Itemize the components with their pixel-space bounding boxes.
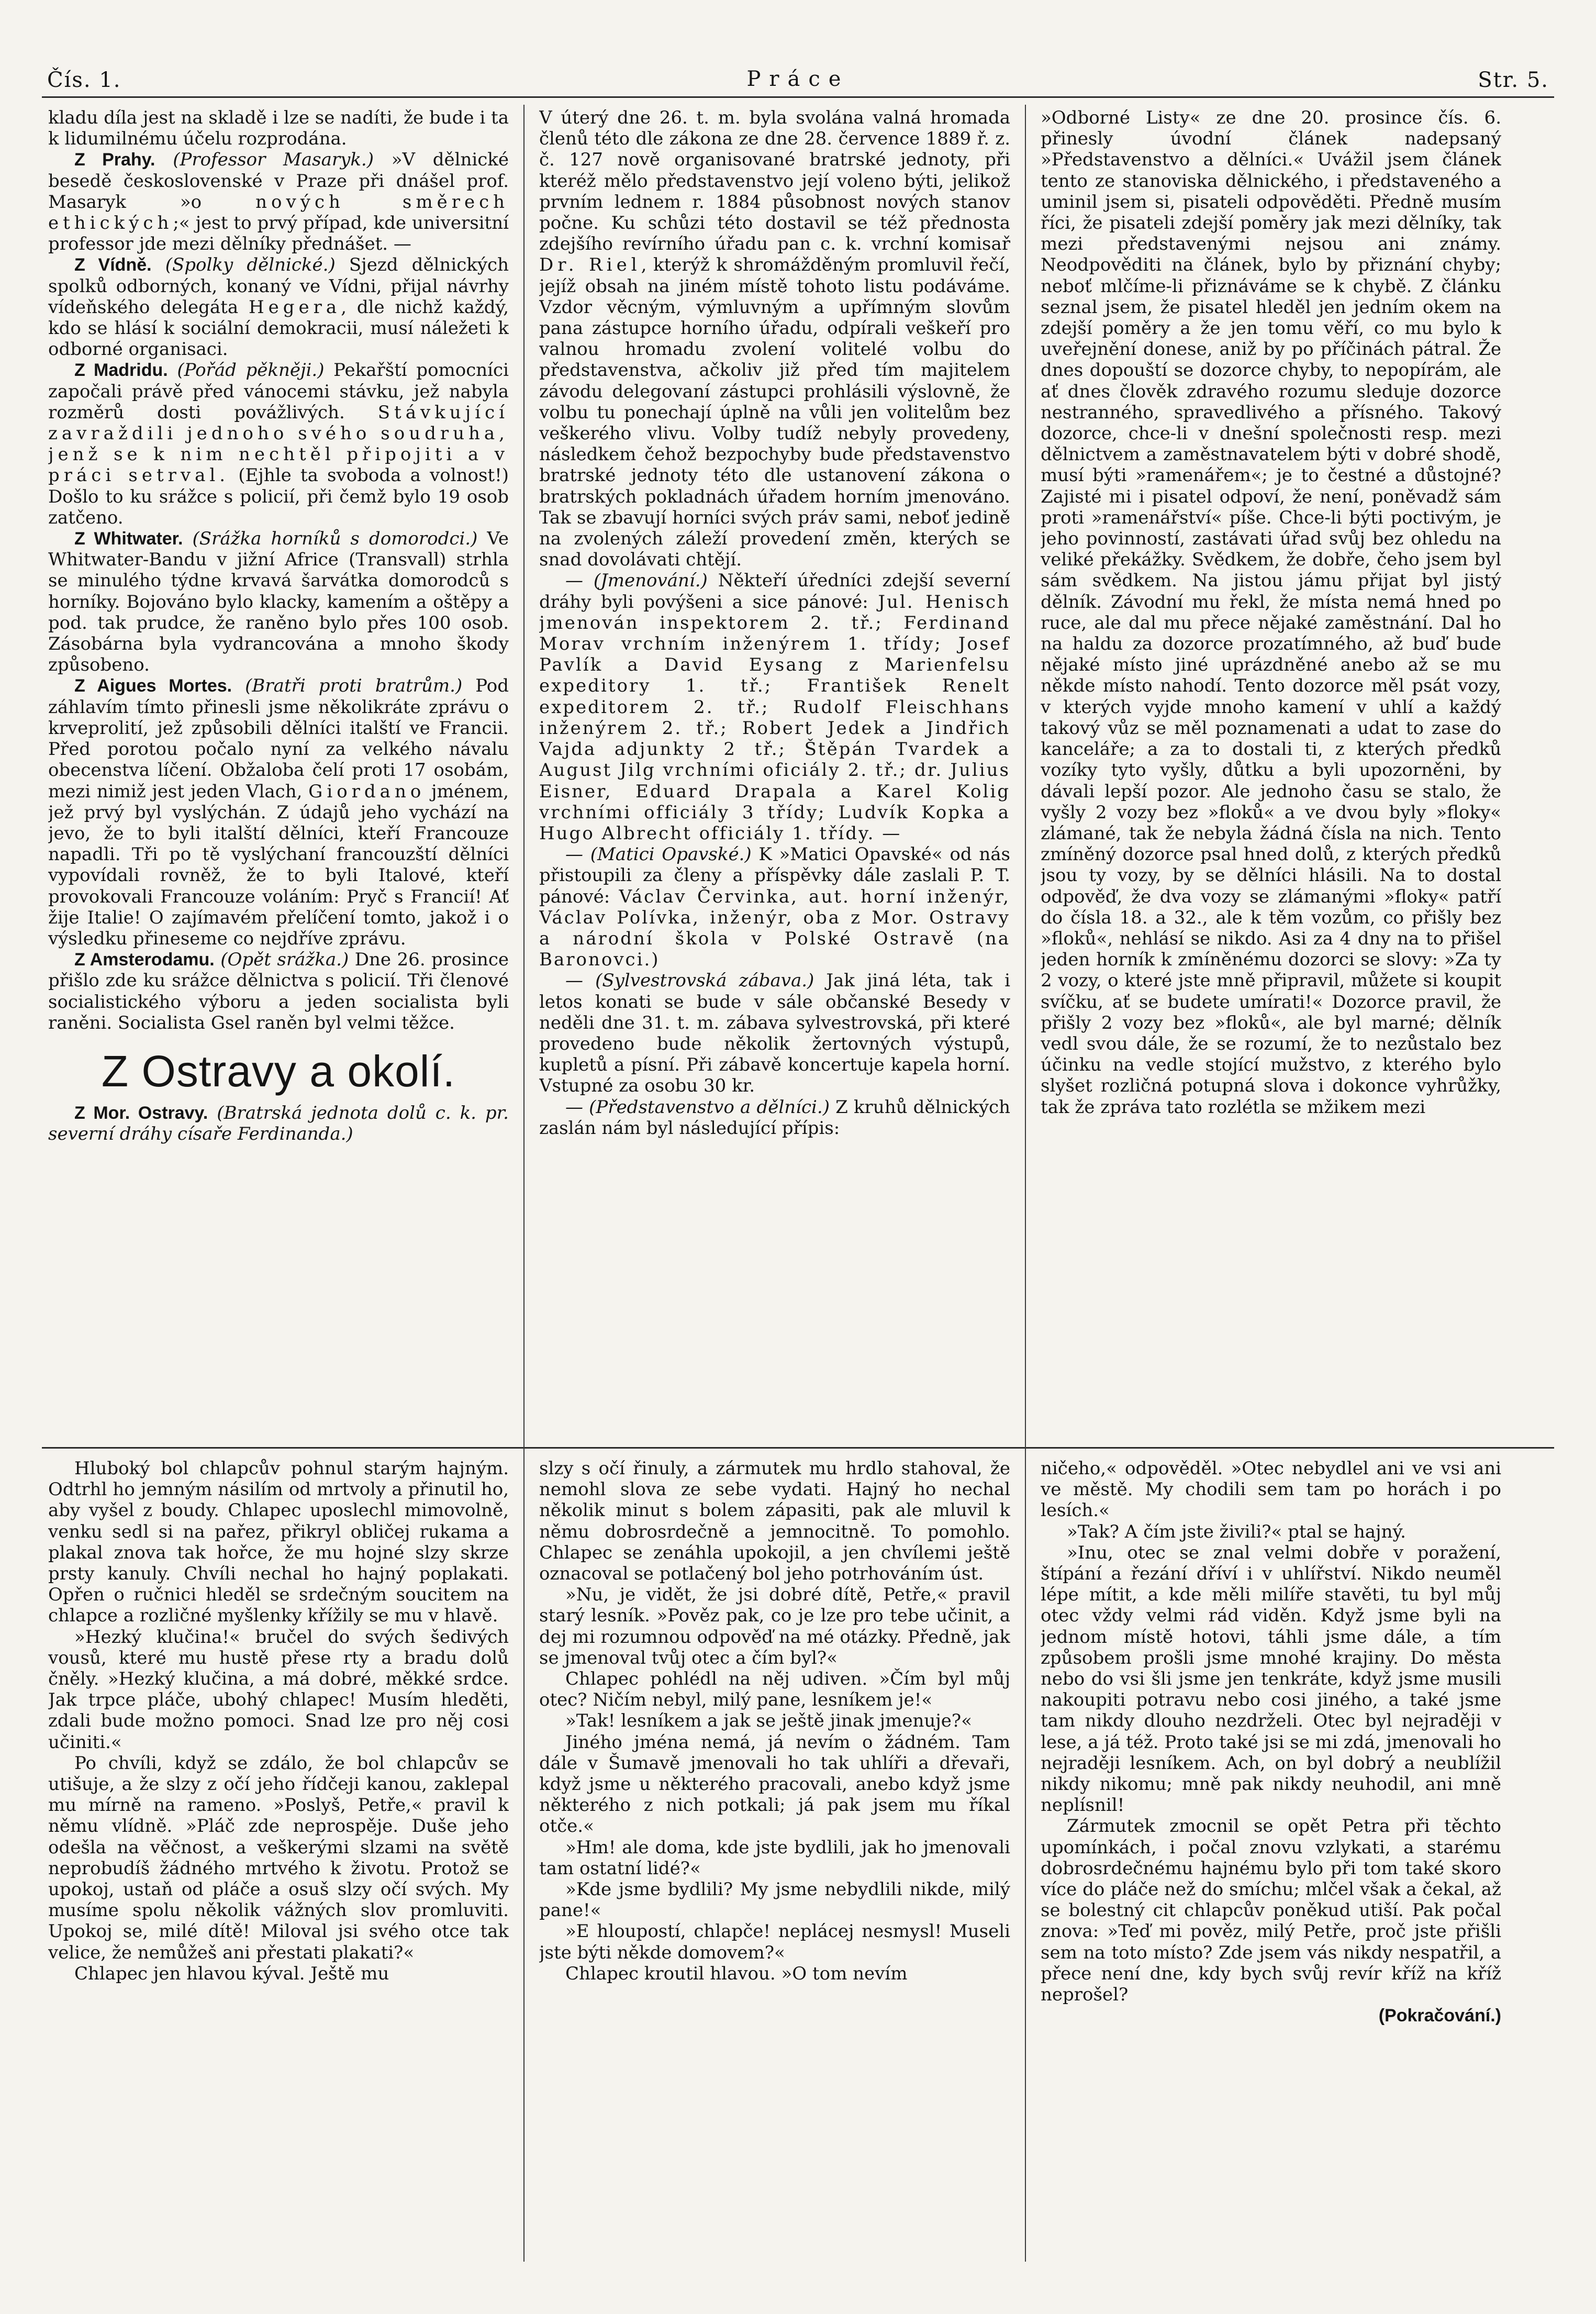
news-column-1	[48, 107, 509, 1440]
paragraph: V úterý dne 26. t. m. byla svolána valná hromada členů této dle zákona ze dne 28. července 1889 ř. z. č. 127 nově organisované bratrské jednoty, při kteréž mělo představenstvo její voleno býti, jelikož prvním lednem r. 1884 působnost nových stanov počne. Ku schůzi této dostavil se též přednosta zdejšího revírního úřadu pan c. k. vrchní komisař Dr. Riel, kterýž k shromážděným promluvil řečí, jejíž obsah na jiném místě tohoto listu podáváme. Vzdor věcným, výmluvným a upřímným slovům pana zástupce horního úřadu, odpírali veškeří pro valnou hromadu zvolení volitelé volbu do představenstva, ačkoliv již před tím majitelem závodu delegovaní zástupci prohlásili výslovně, že volbu tu ponechají úplně na vůli jen volitelům bez veškerého vlivu. Volby tudíž nebyly provedeny, následkem čehož bezpochyby bude představenstvo bratrské jednoty této dle ustanovení zákona o bratrských pokladnách úřadem horním jmenováno. Tak se zbavují horníci svých práv sami, neboť jedině na zvolených záleží provedení změn, kterých se snad dovolávati chtějí.	[539, 107, 1010, 571]
news-item: — (Představenstvo a dělníci.) Z kruhů dělnických zaslán nám byl následující přípis:	[539, 1096, 1010, 1139]
issue-number: Čís. 1.	[47, 68, 121, 92]
news-item: Z Aigues Mortes. (Bratři proti bratrům.) Pod záhlavím tímto přinesli jsme několikráte zprávu o krveprolití, jež způsobili dělníci italští ve Francii. Před porotou počalo nyní za velkého návalu obecenstva líčení. Obžaloba čelí proti 17 osobám, mezi nimiž jest jeden Vlach, Giordano jménem, jež prvý byl vyslýchán. Z údajů jeho vychází na jevo, že to byli italští dělníci, kteří Francouze napadli. Tři po tě vyslýchaní francouzští dělníci vypovídali rovněž, že to byli Italové, kteří provokovali Francouze voláním: Pryč s Francií! Ať žije Italie! O zajímavém přelíčení tomto, jakož i o výsledku přineseme co nejdříve zprávu.	[48, 675, 509, 949]
news-item: Z Madridu. (Pořád pěkněji.) Pekařští pomocníci započali právě před vánocemi stávku, jež nabyla rozměrů dosti povážlivých. Stávkující zavraždili jednoho svého soudruha, jenž se k nim nechtěl připojiti a v práci setrval. (Ejhle ta svoboda a volnost!) Došlo to ku srážce s policií, při čemž bylo 19 osob zatčeno.	[48, 360, 509, 528]
news-item: — (Matici Opavské.) K »Matici Opavské« od nás přistoupili za členy a příspěvky dále zaslali P. T. pánové: Václav Červinka, aut. horní inženýr, Václav Polívka, inženýr, oba z Mor. Ostravy a národní škola v Polské Ostravě (na Baronovci.)	[539, 844, 1010, 971]
story-paragraph: »Hezký klučina!« bručel do svých šedivých vousů, které mu hustě přese rty a bradu dolů čněly. »Hezký klučina, a má dobré, měkké srdce. Jak trpce pláče, ubohý chlapec! Musím hleděti, zdali bude možno pomoci. Snad lze pro něj cosi učiniti.«	[48, 1626, 509, 1753]
story-paragraph: Po chvíli, když se zdálo, že bol chlapcův se utišuje, a že slzy z očí jeho řídčeji kanou, zaklepal mu mírně na rameno. »Poslyš, Petře,« pravil k němu vlídně. »Pláč zde neprospěje. Duše jeho odešla na věčnost, a veškerými slzami na světě neprobudíš žádného mrtvého k životu. Protož se upokoj, ustaň od pláče a osuš slzy očí svých. My musíme spolu několik vážných slov promluviti. Upokoj se, milé dítě! Miloval jsi svého otce tak velice, že nemůžeš ani přestati plakati?«	[48, 1752, 509, 1963]
story-paragraph: Zármutek zmocnil se opět Petra při těchto upomínkách, i počal znovu vzlykati, a starému dobrosrdečnému hajnému bylo při tom také skoro více do pláče než do smíchu; mlčel však a čekal, až se bolestný cit chlapcův poněkud utiší. Pak počal znova: »Teď mi pověz, milý Petře, proč jste přišli sem na toto místo? Zde jsem vás nikdy nespatřil, a přece není dne, kdy bych svůj revír kříž na kříž neprošel?	[1041, 1816, 1501, 2006]
paragraph: kladu díla jest na skladě i lze se nadíti, že bude i ta k lidumilnému účelu rozprodána.	[48, 107, 509, 150]
news-item: Z Prahy. (Professor Masaryk.) »V dělnické besedě československé v Praze při dnášel prof. Masaryk »o nových směrech ethických;« jest to prvý případ, kde universitní professor jde mezi dělníky přednášet. —	[48, 149, 509, 255]
news-item: — (Sylvestrovská zábava.) Jak jiná léta, tak i letos konati se bude v sále občanské Besedy v neděli dne 31. t. m. zábava sylvestrovská, při které provedeno bude několik žertovných výstupů, kupletů a písní. Při zábavě koncertuje kapela horní. Vstupné za osobu 30 kr.	[539, 970, 1010, 1097]
story-paragraph: Chlapec pohlédl na něj udiven. »Čím byl můj otec? Ničím nebyl, milý pane, lesníkem je!«	[539, 1668, 1010, 1711]
story-paragraph: Hluboký bol chlapcův pohnul starým hajným. Odtrhl ho jemným násilím od mrtvoly a přinutil ho, aby vyšel z boudy. Chlapec uposlechl mimovolně, venku sedl si na pařez, přikryl obličej rukama a plakal znova tak hořce, že mu hojné slzy skrze prsty kanuly. Chvíli nechal ho hajný poplakati. Opřen o ručnici hleděl se srdečným soucitem na chlapce a rozličné myšlenky křížily se mu v hlavě.	[48, 1458, 509, 1627]
news-item: Z Mor. Ostravy. (Bratrská jednota dolů c. k. pr. severní dráhy císaře Ferdinanda.)	[48, 1102, 509, 1145]
news-item: Z Vídně. (Spolky dělnické.) Sjezd dělnických spolků odborných, konaný ve Vídni, přijal návrhy vídeňského delegáta Hegera, dle nichž každý, kdo se hlásí k sociální demokracii, musí náležeti k odborné organisaci.	[48, 254, 509, 360]
paragraph: »Odborné Listy« ze dne 20. prosince čís. 6. přinesly úvodní článek nadepsaný »Představenstvo a dělníci.« Uvážil jsem článek tento ze stanoviska dělnického, i představeného a uminil jsem si, pisateli odpověděti. Předně musím říci, že pisateli zdejší poměry jak mezi dělníky, tak mezi představenými nejsou ani známy. Neodpověditi na článek, bylo by přiznání chyby; neboť mlčíme-li přiznáváme se k chybě. Z článku seznal jsem, že pisatel hleděl jen jedním okem na zdejší poměry a že jen tomu věří, co mu bylo k uveřejnění donese, aniž by po příčinách pátral. Že dnes dopouští se dozorce chyby, to nepopírám, ale ať dnes člověk zdravého rozumu sleduje dozorce nestranného, spravedlivého a přísného. Takový dozorce, chce-li v dnešní společnosti resp. mezi dělnictvem a zaměstnavatelem býti v dobré shodě, musí býti »ramenářem«; je to čestné a důstojné? Zajisté mi i pisatel odpoví, že není, poněvadž sám proti »ramenářství« píše. Chce-li býti poctivým, je jeho povinností, zastávati úřad svůj bez ohledu na veliké překážky. Svědkem, že dobře, čeho jsem byl sám svědkem. Na jistou jámu přijat byl jistý dělník. Závodní mu řekl, že místa nemá hned po ruce, ale dal mu přece nějaké zaměstnání. Dal ho na haldu za dozorce prozatímného, až buď bude nějaké místo jiné uprázdněné anebo až se mu někde místo nahodí. Tento dozorce měl psát vozy, v kterých vyjde mnoho kamení v uhlí a každý takový vůz se měl poznamenati a udat to zase do kanceláře; a za to dostali ti, z kterých předků vozíky tyto vyšly, důtku a byli upozorněni, by dávali lepší pozor. Ale jednoho času se stalo, že vyšly 2 vozy bez »floků« a ve dvou byly »floky« zlámané, tak že nebyla žádná čísla na nich. Tento zmíněný dozorce psal hned dolů, z kterých předků jsou ty vozy, by se dělníci hlásili. Na to dostal odpověď, že dva vozy se zlámanými »floky« patří do čísla 18. a 32., ale k těm vozům, co přišly bez »floků«, nehlásí se nikdo. Asi za 4 dny na to přišel jeden horník k zmíněnému dozorci se slovy: »Za ty 2 vozy, o které jste mně připravil, můžete si koupit svíčku, ať se budete umírati!« Dozorce pravil, že přišly 2 vozy bez »floků«, ale byl marné; dělník vedl svou dále, že se rozumí, že to nezůstalo bez účinku na vedle stojící mužstvo, z kterého bylo slyšet rozličná potupná slova i dokonce vyhrůžky, tak že zpráva tato rozlétla se mžikem mezi	[1041, 107, 1501, 1118]
story-paragraph: »Inu, otec se znal velmi dobře v poražení, štípání a řezání dříví i v uhlířství. Nikdo neuměl lépe mítit, a kde měli milíře stavěti, tu byl můj otec vždy velmi rád viděn. Když jsme byli na jednom místě hotovi, táhli jsme dále, a tím způsobem prošli jsme mnohé krajiny. Do města nebo do vsi šli jsme jen tenkráte, když jsme musili nakoupiti potravu nebo cosi jiného, a také jsme tam nikdy dlouho nezdrželi. Otec byl nejraději v lese, a já též. Proto také jsi se mi zdá, jmenovali ho nejraději lesníkem. Ach, on byl dobrý a neublížil nikdy nikomu; mně pak nikdy neuhodil, ani mně neplísnil!	[1041, 1542, 1501, 1816]
story-paragraph: »Kde jsme bydlili? My jsme nebydlili nikde, milý pane!«	[539, 1879, 1010, 1921]
story-paragraph: Chlapec kroutil hlavou. »O tom nevím	[565, 1963, 908, 1984]
story-paragraph: »Tak? A čím jste živili?« ptal se hajný.	[1067, 1521, 1406, 1542]
column-divider	[1025, 105, 1026, 2262]
story-column-3	[1041, 1458, 1501, 2280]
news-item: — (Jmenování.) Někteří úředníci zdejší severní dráhy byli povýšeni a sice pánové: Jul. Henisch jmenován inspektorem 2. tř.; Ferdinand Morav vrchním inženýrem 1. třídy; Josef Pavlík a David Eysang z Marienfelsu expeditory 1. tř.; František Renelt expeditorem 2. tř.; Rudolf Fleischhans inženýrem 2. tř.; Robert Jedek a Jindřich Vajda adjunkty 2 tř.; Štěpán Tvardek a August Jilg vrchními oficiály 2. tř.; dr. Julius Eisner, Eduard Drapala a Karel Kolig vrchními officiály 3 třídy; Ludvík Kopka a Hugo Albrecht officiály 1. třídy. —	[539, 570, 1010, 844]
page-number: Str. 5.	[1478, 68, 1549, 92]
story-paragraph: »Tak! lesníkem a jak se ještě jinak jmenuje?«	[565, 1710, 972, 1732]
header-rule	[42, 96, 1554, 98]
section-heading: Z Ostravy a okolí.	[101, 1046, 456, 1096]
news-column-2	[539, 107, 1010, 1440]
news-item: Z Amsterodamu. (Opět srážka.) Dne 26. prosince přišlo zde ku srážce dělnictva s policií. Tři členové socialistického výboru a jeden socialista byli raněni. Socialista Gsel raněn byl velmi těžce.	[48, 949, 509, 1033]
story-paragraph: »Hm! ale doma, kde jste bydlili, jak ho jmenovali tam ostatní lidé?«	[539, 1837, 1010, 1879]
story-paragraph: ničeho,« odpověděl. »Otec nebydlel ani ve vsi ani ve městě. My chodili sem tam po horách i po lesích.«	[1041, 1458, 1501, 1521]
page-header	[47, 62, 1549, 97]
newspaper-title: Práce	[746, 67, 850, 91]
news-column-3	[1041, 107, 1501, 1440]
story-paragraph: Jiného jména nemá, já nevím o žádném. Tam dále v Šumavě jmenovali ho tak uhlíři a dřevaři, když jsme u některého pracovali, anebo když jsme některého z nich potkali; já pak jsem mu říkal otče.«	[539, 1731, 1010, 1837]
story-column-2	[539, 1458, 1010, 2280]
story-paragraph: Chlapec jen hlavou kýval. Ještě mu	[74, 1963, 389, 1984]
continuation-note: (Pokračování.)	[1378, 2006, 1501, 2026]
story-paragraph: »E hloupostí, chlapče! neplácej nesmysl! Museli jste býti někde domovem?«	[539, 1921, 1010, 1963]
news-item: Z Whitwater. (Srážka horníků s domorodci.) Ve Whitwater-Bandu v jižní Africe (Transvall) strhla se minulého týdne krvavá šarvátka domorodců s horníky. Bojováno bylo klacky, kamením a oštěpy a pod. tak prudce, že raněno bylo přes 100 osob. Zásobárna byla vydrancována a mnoho škody způsobeno.	[48, 528, 509, 676]
feuilleton-rule	[42, 1447, 1554, 1449]
story-paragraph: »Nu, je vidět, že jsi dobré dítě, Petře,« pravil starý lesník. »Pověz pak, co je lze pro tebe učinit, a dej mi rozumnou odpověď na mé otázky. Předně, jak se jmenoval tvůj otec a čím byl?«	[539, 1584, 1010, 1668]
column-divider	[523, 105, 524, 2262]
story-paragraph: slzy s očí řinuly, a zármutek mu hrdlo stahoval, že nemohl slova ze sebe vydati. Hajný ho nechal několik minut s bolem zápasiti, pak ale mluvil k němu dobrosrdečně a jemnocitně. To pomohlo. Chlapec se zenáhla upokojil, a jen chvílemi ještě oznacoval se potlačený bol jeho potrhováním úst.	[539, 1458, 1010, 1585]
story-column-1	[48, 1458, 509, 2280]
